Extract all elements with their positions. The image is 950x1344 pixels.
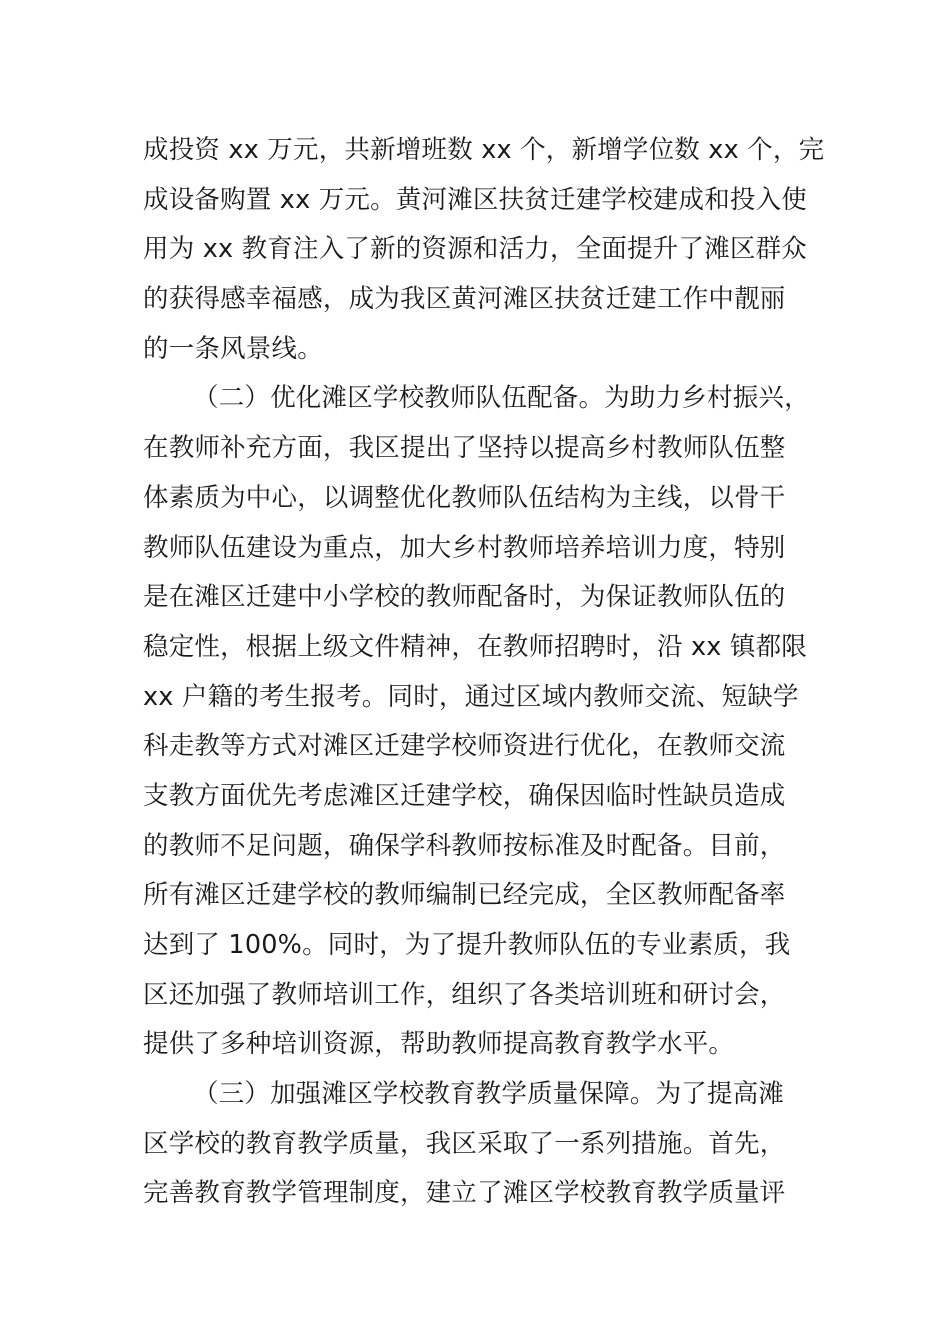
text-line: 提供了多种培训资源，帮助教师提高教育教学水平。 — [143, 1029, 735, 1060]
paragraph — [143, 126, 823, 374]
text-line: 完善教育教学管理制度，建立了滩区学校教育教学质量评 — [143, 1178, 786, 1209]
section-heading-line: （三）加强滩区学校教育教学质量保障。为了提高滩 — [193, 1079, 785, 1110]
text-line: 达到了 100%。同时，为了提升教师队伍的专业素质，我 — [143, 930, 791, 960]
text-line: 支教方面优先考虑滩区迁建学校，确保因临时性缺员造成 — [143, 780, 786, 811]
paragraph — [143, 1070, 823, 1219]
text-line: 成投资 xx 万元，共新增班数 xx 个，新增学位数 xx 个，完 — [143, 135, 825, 165]
section-heading-line: （二）优化滩区学校教师队伍配备。为助力乡村振兴， — [193, 383, 810, 414]
text-line: 的教师不足问题，确保学科教师按标准及时配备。目前， — [143, 830, 786, 861]
text-line: 用为 xx 教育注入了新的资源和活力，全面提升了滩区群众 — [143, 234, 807, 265]
text-line: 在教师补充方面，我区提出了坚持以提高乡村教师队伍整 — [143, 433, 786, 464]
text-line: 教师队伍建设为重点，加大乡村教师培养培训力度，特别 — [143, 532, 786, 563]
text-line: 的获得感幸福感，成为我区黄河滩区扶贫迁建工作中靓丽 — [143, 284, 786, 315]
text-line: 体素质为中心，以调整优化教师队伍结构为主线，以骨干 — [143, 482, 786, 513]
text-line: 的一条风景线。 — [143, 333, 323, 364]
text-line: 成设备购置 xx 万元。黄河滩区扶贫迁建学校建成和投入使 — [143, 184, 807, 215]
text-line: 是在滩区迁建中小学校的教师配备时，为保证教师队伍的 — [143, 582, 786, 613]
text-line: 区学校的教育教学质量，我区采取了一系列措施。首先， — [143, 1128, 786, 1159]
text-line: 科走教等方式对滩区迁建学校师资进行优化，在教师交流 — [143, 731, 786, 762]
text-line: 稳定性，根据上级文件精神，在教师招聘时，沿 xx 镇都限 — [143, 631, 807, 662]
text-line: xx 户籍的考生报考。同时，通过区域内教师交流、短缺学 — [143, 681, 799, 712]
paragraph — [143, 374, 823, 1070]
text-line: 区还加强了教师培训工作，组织了各类培训班和研讨会， — [143, 979, 786, 1010]
text-line: 所有滩区迁建学校的教师编制已经完成，全区教师配备率 — [143, 880, 786, 911]
document-body — [143, 126, 823, 1219]
